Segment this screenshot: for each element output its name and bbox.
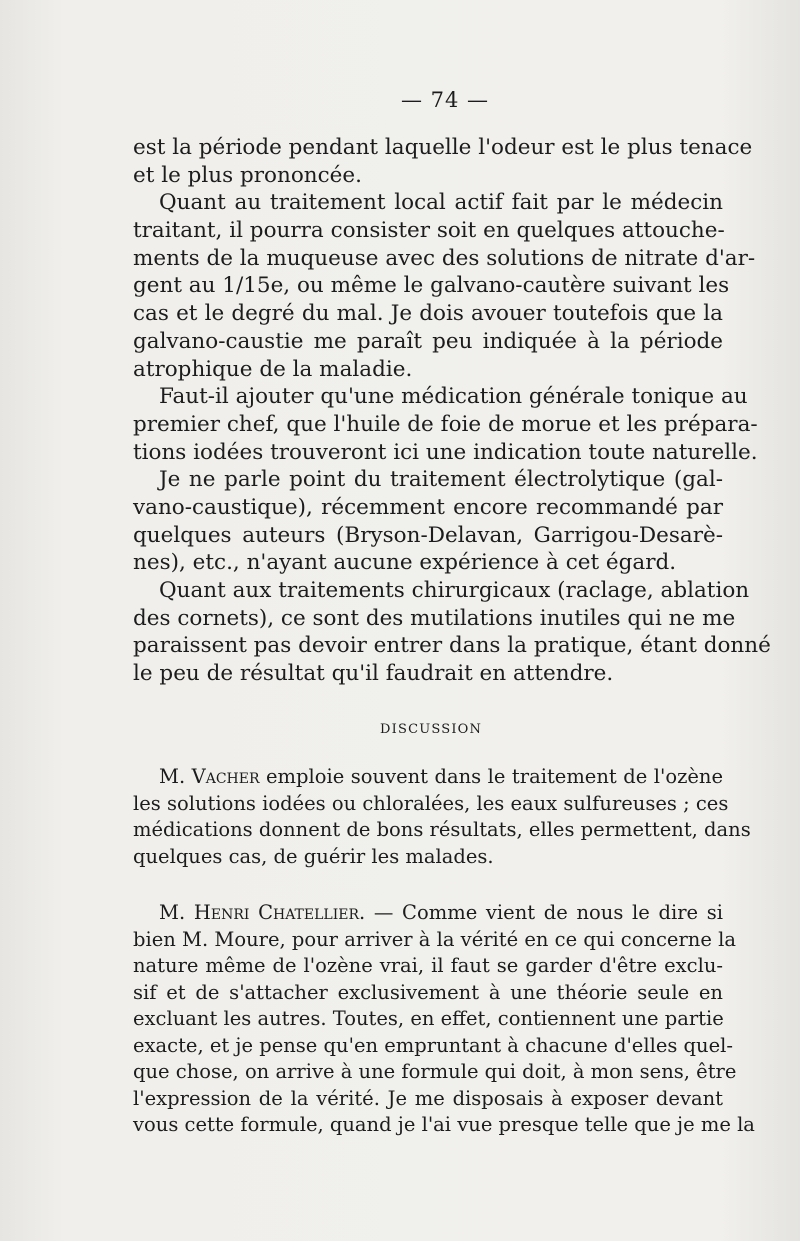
body-text xyxy=(133,134,771,688)
text-line: quelques cas, de guérir les malades. xyxy=(133,844,494,868)
text-line: que chose, on arrive à une formule qui doit, à mon sens, être xyxy=(133,1060,737,1083)
section-heading: DISCUSSION xyxy=(380,722,483,737)
text-line: sif et de s'attacher exclusivement à une théorie seule en xyxy=(133,980,723,1004)
text-line: et le plus prononcée. xyxy=(133,162,362,188)
text-line: Quant au traitement local actif fait par le médecin xyxy=(159,190,723,216)
page-number: — 74 — xyxy=(400,88,490,112)
text-line: atrophique de la maladie. xyxy=(133,356,413,382)
text-line xyxy=(133,900,723,927)
text-line: vano-caustique), récemment encore recommandé par xyxy=(133,494,723,520)
discussion-paragraph-vacher xyxy=(133,764,751,870)
text-line: tions iodées trouveront ici une indication toute naturelle. xyxy=(133,439,758,465)
text-line: paraissent pas devoir entrer dans la pratique, étant donné xyxy=(133,633,771,659)
text-line: vous cette formule, quand je l'ai vue presque telle que je me la xyxy=(133,1113,755,1136)
text-line: nes), etc., n'ayant aucune expérience à cet égard. xyxy=(133,550,677,576)
text-line: exacte, et je pense qu'en empruntant à chacune d'elles quel- xyxy=(133,1033,733,1057)
text-line: galvano-caustie me paraît peu indiquée à la période xyxy=(133,328,723,354)
speaker-text: emploie souvent dans le traitement de l'ozène xyxy=(259,765,723,788)
text-line: des cornets), ce sont des mutilations inutiles qui ne me xyxy=(133,605,736,631)
text-line: les solutions iodées ou chloralées, les eaux sulfureuses ; ces xyxy=(133,791,729,815)
discussion-paragraph-chatellier xyxy=(133,900,755,1139)
text-line: médications donnent de bons résultats, elles permettent, dans xyxy=(133,818,751,841)
text-line: Quant aux traitements chirurgicaux (raclage, ablation xyxy=(159,578,750,603)
text-line: ments de la muqueuse avec des solutions de nitrate d'ar- xyxy=(133,245,756,271)
text-line: est la période pendant laquelle l'odeur est le plus tenace xyxy=(133,135,753,160)
text-line: quelques auteurs (Bryson-Delavan, Garrigou-Desarè- xyxy=(133,522,723,548)
text-line: le peu de résultat qu'il faudrait en attendre. xyxy=(133,661,614,687)
text-line: Je ne parle point du traitement électrolytique (gal- xyxy=(159,467,723,493)
text-line: l'expression de la vérité. Je me disposais à exposer devant xyxy=(133,1086,723,1110)
text-line: cas et le degré du mal. Je dois avouer toutefois que la xyxy=(133,301,723,327)
text-line xyxy=(133,764,723,791)
speaker-name: M. Vacher xyxy=(159,765,260,788)
text-line: gent au 1/15e, ou même le galvano-cautère suivant les xyxy=(133,273,730,299)
text-line: Faut-il ajouter qu'une médication générale tonique au xyxy=(159,384,748,410)
text-line: traitant, il pourra consister soit en quelques attouche- xyxy=(133,218,725,244)
text-line: premier chef, que l'huile de foie de morue et les prépara- xyxy=(133,411,758,437)
speaker-name: M. Henri Chatellier. xyxy=(159,901,366,924)
text-line: nature même de l'ozène vrai, il faut se garder d'être exclu- xyxy=(133,954,723,977)
text-line: excluant les autres. Toutes, en effet, contiennent une partie xyxy=(133,1007,724,1030)
speaker-text: — Comme vient de nous le dire si xyxy=(365,901,723,924)
text-line: bien M. Moure, pour arriver à la vérité en ce qui concerne la xyxy=(133,927,736,951)
